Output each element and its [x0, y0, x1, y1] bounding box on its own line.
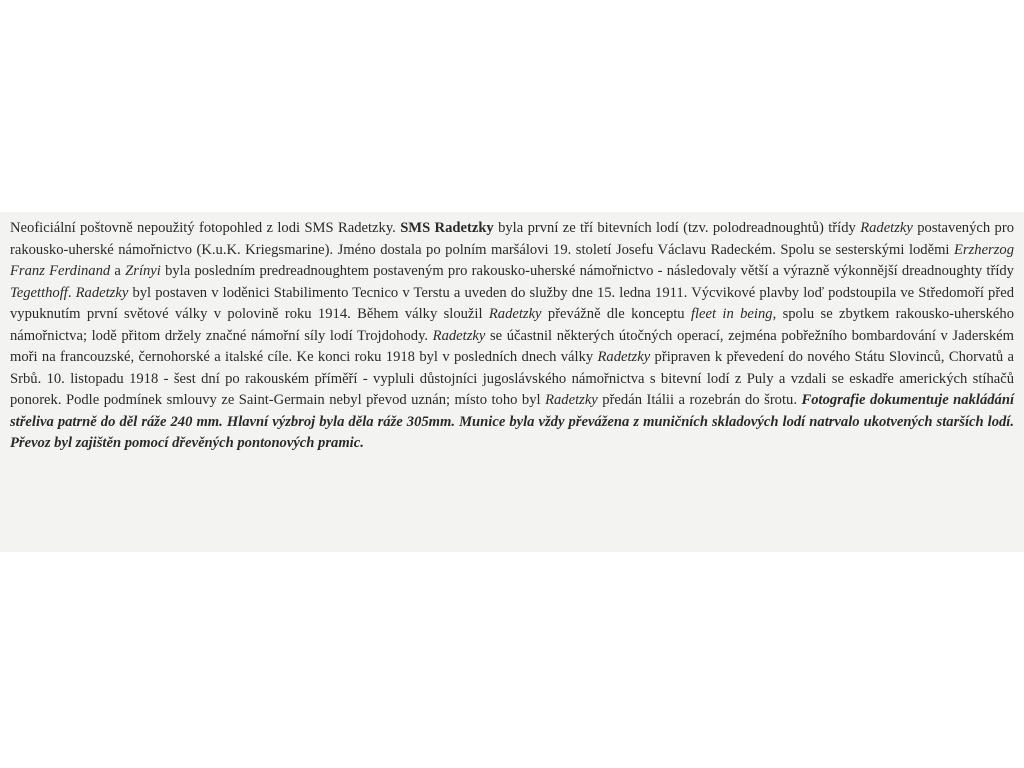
text-segment-normal: byla posledním predreadnoughtem postaveným pro rakousko-uherské námořnictvo - následovaly větší a výrazně výkonnější dreadnoughty třídy	[160, 263, 1014, 279]
description-paragraph	[10, 218, 1014, 455]
text-segment-italic: Erzherzog Franz Ferdinand	[10, 241, 1014, 279]
text-segment-normal: se účastnil některých útočných operací, zejména pobřežního bombardování v Jaderském moři na francouzské, černohorské a italské cíle. Ke konci roku 1918 byl v posledních dnech války	[10, 327, 1014, 365]
text-segment-normal: Neoficiální poštovně nepoužitý fotopohled z lodi SMS Radetzky.	[10, 220, 401, 236]
text-segment-italic: Zrínyi	[125, 263, 161, 279]
description-card	[0, 212, 1024, 552]
text-segment-italic: Radetzky	[597, 349, 651, 365]
text-segment-normal: byl postaven v loděnici Stabilimento Tecnico v Terstu a uveden do služby dne 15. ledna 1911. Výcvikové plavby loď podstoupila ve Středomoří před vypuknutím první světové války v polovině roku 1914. Během války sloužil	[10, 284, 1014, 322]
text-segment-normal: připraven k převedení do nového Státu Slovinců, Chorvatů a Srbů. 10. listopadu 1918 - šest dní po rakouském příměří - vypluli důstojníci jugoslávského námořnictva s bitevní lodí z Puly a vzdali se eskadře amerických stíhačů ponorek. Podle podmínek smlouvy ze Saint-Germain nebyl převod uznán; místo toho byl	[10, 349, 1014, 408]
text-segment-italic: Radetzky	[432, 327, 486, 344]
text-segment-normal: převážně dle konceptu	[541, 306, 691, 322]
text-segment-normal: postavených pro rakousko-uherské námořnictvo (K.u.K. Kriegsmarine). Jméno dostala po polním maršálovi 19. století Josefu Václavu Radeckém. Spolu se sesterskými loděmi	[10, 220, 1014, 258]
text-segment-italic: Radetzky	[488, 306, 542, 322]
text-segment-normal: , spolu se zbytkem rakousko-uherského námořnictva; lodě přitom držely značné námořní síly lodí Trojdohody.	[10, 306, 1014, 344]
text-segment-normal: byla první ze tří bitevních lodí (tzv. polodreadnoughtů) třídy	[493, 220, 861, 236]
text-segment-italic: Tegetthoff	[10, 284, 68, 301]
text-segment-bold: SMS Radetzky	[400, 220, 494, 236]
text-segment-italic: Radetzky	[545, 392, 598, 408]
text-segment-normal: předán Itálii a rozebrán do šrotu.	[597, 392, 802, 408]
text-segment-italic: fleet in being	[690, 306, 773, 322]
text-segment-italic: Radetzky	[860, 220, 913, 236]
text-segment-italic: Radetzky	[75, 284, 129, 301]
text-segment-normal: a	[110, 263, 126, 279]
text-segment-normal: .	[67, 284, 76, 301]
text-segment-bold-italic: Fotografie dokumentuje nakládání střeliva patrně do děl ráže 240 mm. Hlavní výzbroj byla děla ráže 305mm. Munice byla vždy převážena z muničních skladových lodí natrvalo ukotvených starších lodí. Převoz byl zajištěn pomocí dřevěných pontonových pramic.	[10, 392, 1015, 451]
